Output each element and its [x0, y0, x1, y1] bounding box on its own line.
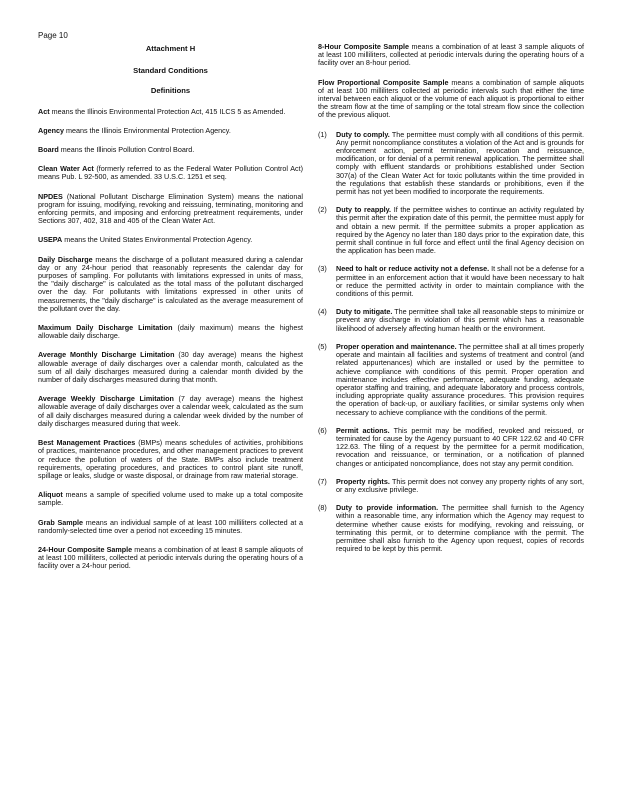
condition-number: (3) [318, 264, 327, 274]
condition-title: Proper operation and maintenance. [336, 341, 457, 351]
condition-number: (7) [318, 476, 327, 486]
condition-title: Property rights. [336, 476, 390, 486]
condition-number: (6) [318, 425, 327, 435]
condition-body [336, 504, 584, 553]
condition-item [318, 308, 584, 333]
definition-term: NPDES [38, 191, 63, 201]
definition-term: USEPA [38, 235, 63, 245]
condition-text: This permit may be modified, revoked and reissued, or terminated for cause by the Agency pursuant to 40 CFR 122.62 and 40 CFR 122.63. The filing of a request by the permittee for a permit modification, revocation and reissuance, or termination, or a notification of planned changes or anticipated noncompliance, does not stay any permit condition. [336, 425, 584, 468]
definition-text: (30 day average) means the highest allowable average of daily discharges over a calendar month, calculated as the sum of all daily discharges measured during a calendar month divided by the number of daily discharges measured during that month. [38, 350, 303, 385]
definition-term: Act [38, 106, 50, 116]
definition-paragraph [38, 193, 303, 226]
condition-title: Duty to comply. [336, 129, 390, 139]
condition-body [336, 478, 584, 494]
definition-paragraph [38, 127, 303, 135]
condition-item [318, 206, 584, 255]
definition-paragraph [38, 395, 303, 428]
definition-term: Clean Water Act [38, 164, 94, 174]
condition-item [318, 343, 584, 417]
definition-term: Board [38, 145, 59, 155]
attachment-title: Attachment H [145, 44, 196, 53]
definition-paragraph [38, 256, 303, 313]
definition-text: (7 day average) means the highest allowable average of daily discharges over a calendar week, calculated as the sum of all daily discharges measured during a calendar week divided by the number of daily discharges measured during that week. [38, 394, 303, 428]
page-number: Page 10 [38, 31, 68, 40]
definition-term: Best Management Practices [38, 438, 136, 448]
condition-body [336, 308, 584, 333]
condition-number: (5) [318, 341, 327, 351]
definition-text: (formerly referred to as the Federal Water Pollution Control Act) means Pub. L 92-500, as amended. 33 U.S.C. 1251 et seq. [38, 164, 303, 182]
definition-text: means an individual sample of at least 100 milliliters collected at a randomly-selected time over a period not exceeding 15 minutes. [38, 517, 303, 535]
definition-text: means the United States Environmental Protection Agency. [62, 235, 253, 245]
definition-paragraph [38, 146, 303, 154]
condition-body [336, 343, 584, 417]
condition-title: Duty to provide information. [336, 503, 439, 513]
definition-term: Agency [38, 125, 64, 135]
condition-text: The permittee must comply with all conditions of this permit. Any permit noncompliance constitutes a violation of the Act and is grounds for enforcement action, permit termination, revocation and reissuance, modification, or for denial of a permit renewal application. The permittee shall comply with effluent standards or prohibitions established under Section 307(a) of the Clean Water Act for toxic pollutants within the time provided in the regulations that establish these standards or prohibitions, even if the permit has not yet been modified to incorporate the requirements. [336, 129, 584, 197]
definition-text: means a combination of sample aliquots of at least 100 milliliters collected at periodic intervals such that either the time interval between each aliquot or the volume of each aliquot is proportional to either the stream flow at the time of sampling or the total stream flow since the collection of the previous aliquot. [318, 77, 585, 120]
condition-body [336, 131, 584, 197]
condition-number: (4) [318, 307, 327, 317]
definition-paragraph [38, 165, 303, 181]
definition-paragraph [38, 108, 303, 116]
definition-term: Maximum Daily Discharge Limitation [38, 323, 173, 333]
definition-paragraph [38, 519, 303, 535]
definition-text: means the discharge of a pollutant measured during a calendar day or any 24-hour period that reasonably represents the calendar day for purposes of sampling. For pollutants with limitations expressed in units of mass, the "daily discharge" is calculated as the total mass of the pollutant discharged over the day. For pollutants with limitations expressed in other units of measurements, the "daily discharge" is calculated as the average measurement of the pollutant over the day. [38, 254, 304, 313]
definition-term: 8-Hour Composite Sample [318, 42, 409, 51]
condition-item [318, 504, 584, 553]
condition-title: Need to halt or reduce activity not a defense. [336, 264, 490, 274]
definitions-heading: Definitions [150, 86, 191, 96]
definition-text: means a combination of at least 8 sample aliquots of at least 100 milliliters, collected at periodic intervals during the operating hours of a facility over a 24-hour period. [38, 544, 304, 571]
condition-title: Duty to mitigate. [336, 307, 393, 317]
condition-item [318, 427, 584, 468]
definition-text: means a combination of at least 3 sample aliquots of at least 100 milliliters, collected at periodic intervals during the operating hours of a facility over an 8-hour period. [318, 42, 584, 68]
definition-text: (National Pollutant Discharge Elimination System) means the national program for issuing, modifying, revoking and reissuing, terminating, monitoring and enforcing permits, and imposing and enforcing pretreatment requirements, under Sections 307, 402, 318 and 405 of the Clean Water Act. [38, 191, 303, 226]
condition-body [336, 206, 584, 255]
condition-body [336, 427, 584, 468]
definition-paragraph [38, 439, 303, 480]
condition-text: The permittee shall at all times properly operate and maintain all facilities and systems of treatment and control (and related appurtenances) which are installed or used by the permittee to achieve compliance with conditions of this permit. Proper operation and maintenance includes effective performance, adequate funding, adequate operator staffing and training, and adequate laboratory and process controls, including appropriate quality assurance procedures. This provision requires the operation of back-up, or auxiliary facilities, or similar systems only when necessary to achieve compliance with the conditions of the permit. [336, 341, 584, 417]
condition-text: If the permittee wishes to continue an activity regulated by this permit after the expiration date of this permit, the permittee must apply for and obtain a new permit. If the permittee submits a proper application as required by the Agency no later than 180 days prior to the expiration date, this permit shall continue in full force and effect until the final Agency decision on the application has been made. [336, 205, 585, 256]
condition-title: Duty to reapply. [336, 205, 392, 215]
right-definitions-list [318, 43, 584, 120]
definition-paragraph [38, 324, 303, 340]
condition-item [318, 265, 584, 298]
definition-text: means the Illinois Pollution Control Board. [58, 145, 195, 155]
condition-text: The permittee shall take all reasonable steps to minimize or prevent any discharge in violation of this permit which has a reasonable likelihood of adversely affecting human health or the environment. [336, 307, 584, 333]
section-title: Standard Conditions [133, 66, 208, 76]
definition-paragraph [38, 236, 303, 244]
definition-text: means the Illinois Environmental Protection Act, 415 ILCS 5 as Amended. [49, 106, 286, 116]
condition-text: This permit does not convey any property rights of any sort, or any exclusive privilege. [336, 476, 584, 494]
condition-item [318, 478, 584, 494]
definition-paragraph [38, 351, 303, 384]
definition-text: (BMPs) means schedules of activities, prohibitions of practices, maintenance procedures, and other management practices to prevent or reduce the pollution of waters of the State. BMPs also include treatment requirements, operating procedures, and practices to control plant site runoff, spillage or leaks, sludge or waste disposal, or drainage from raw material storage. [38, 438, 303, 480]
definition-paragraph [38, 546, 303, 571]
conditions-list [318, 131, 584, 554]
condition-title: Permit actions. [336, 425, 390, 435]
left-column [38, 45, 303, 582]
condition-number: (8) [318, 503, 327, 513]
left-definitions-list [38, 108, 303, 571]
definition-term: Grab Sample [38, 517, 84, 527]
condition-number: (2) [318, 205, 327, 215]
definition-term: Daily Discharge [38, 254, 93, 264]
definition-text: means the Illinois Environmental Protection Agency. [63, 125, 231, 135]
condition-number: (1) [318, 129, 327, 139]
condition-text: It shall not be a defense for a permittee in an enforcement action that it would have been necessary to halt or reduce the permitted activity in order to maintain compliance with the conditions of this permit. [336, 264, 584, 299]
definition-term: 24-Hour Composite Sample [38, 544, 133, 554]
definition-text: means a sample of specified volume used to make up a total composite sample. [38, 490, 303, 508]
definition-paragraph [38, 491, 303, 507]
condition-body [336, 265, 584, 298]
condition-item [318, 131, 584, 197]
definition-term: Aliquot [38, 490, 63, 500]
definition-paragraph [318, 43, 584, 68]
definition-term: Flow Proportional Composite Sample [318, 77, 449, 87]
definition-term: Average Weekly Discharge Limitation [38, 394, 174, 404]
condition-text: The permittee shall furnish to the Agency within a reasonable time, any information which the Agency may request to determine whether cause exists for modifying, revoking and reissuing, or terminating this permit, or to determine compliance with the permit. The permittee shall also furnish to the Agency upon request, copies of records required to be kept by this permit. [336, 503, 584, 554]
definition-text: (daily maximum) means the highest allowable daily discharge. [38, 323, 303, 341]
definition-term: Average Monthly Discharge Limitation [38, 350, 175, 360]
definition-paragraph [318, 79, 584, 120]
right-column [318, 43, 584, 563]
